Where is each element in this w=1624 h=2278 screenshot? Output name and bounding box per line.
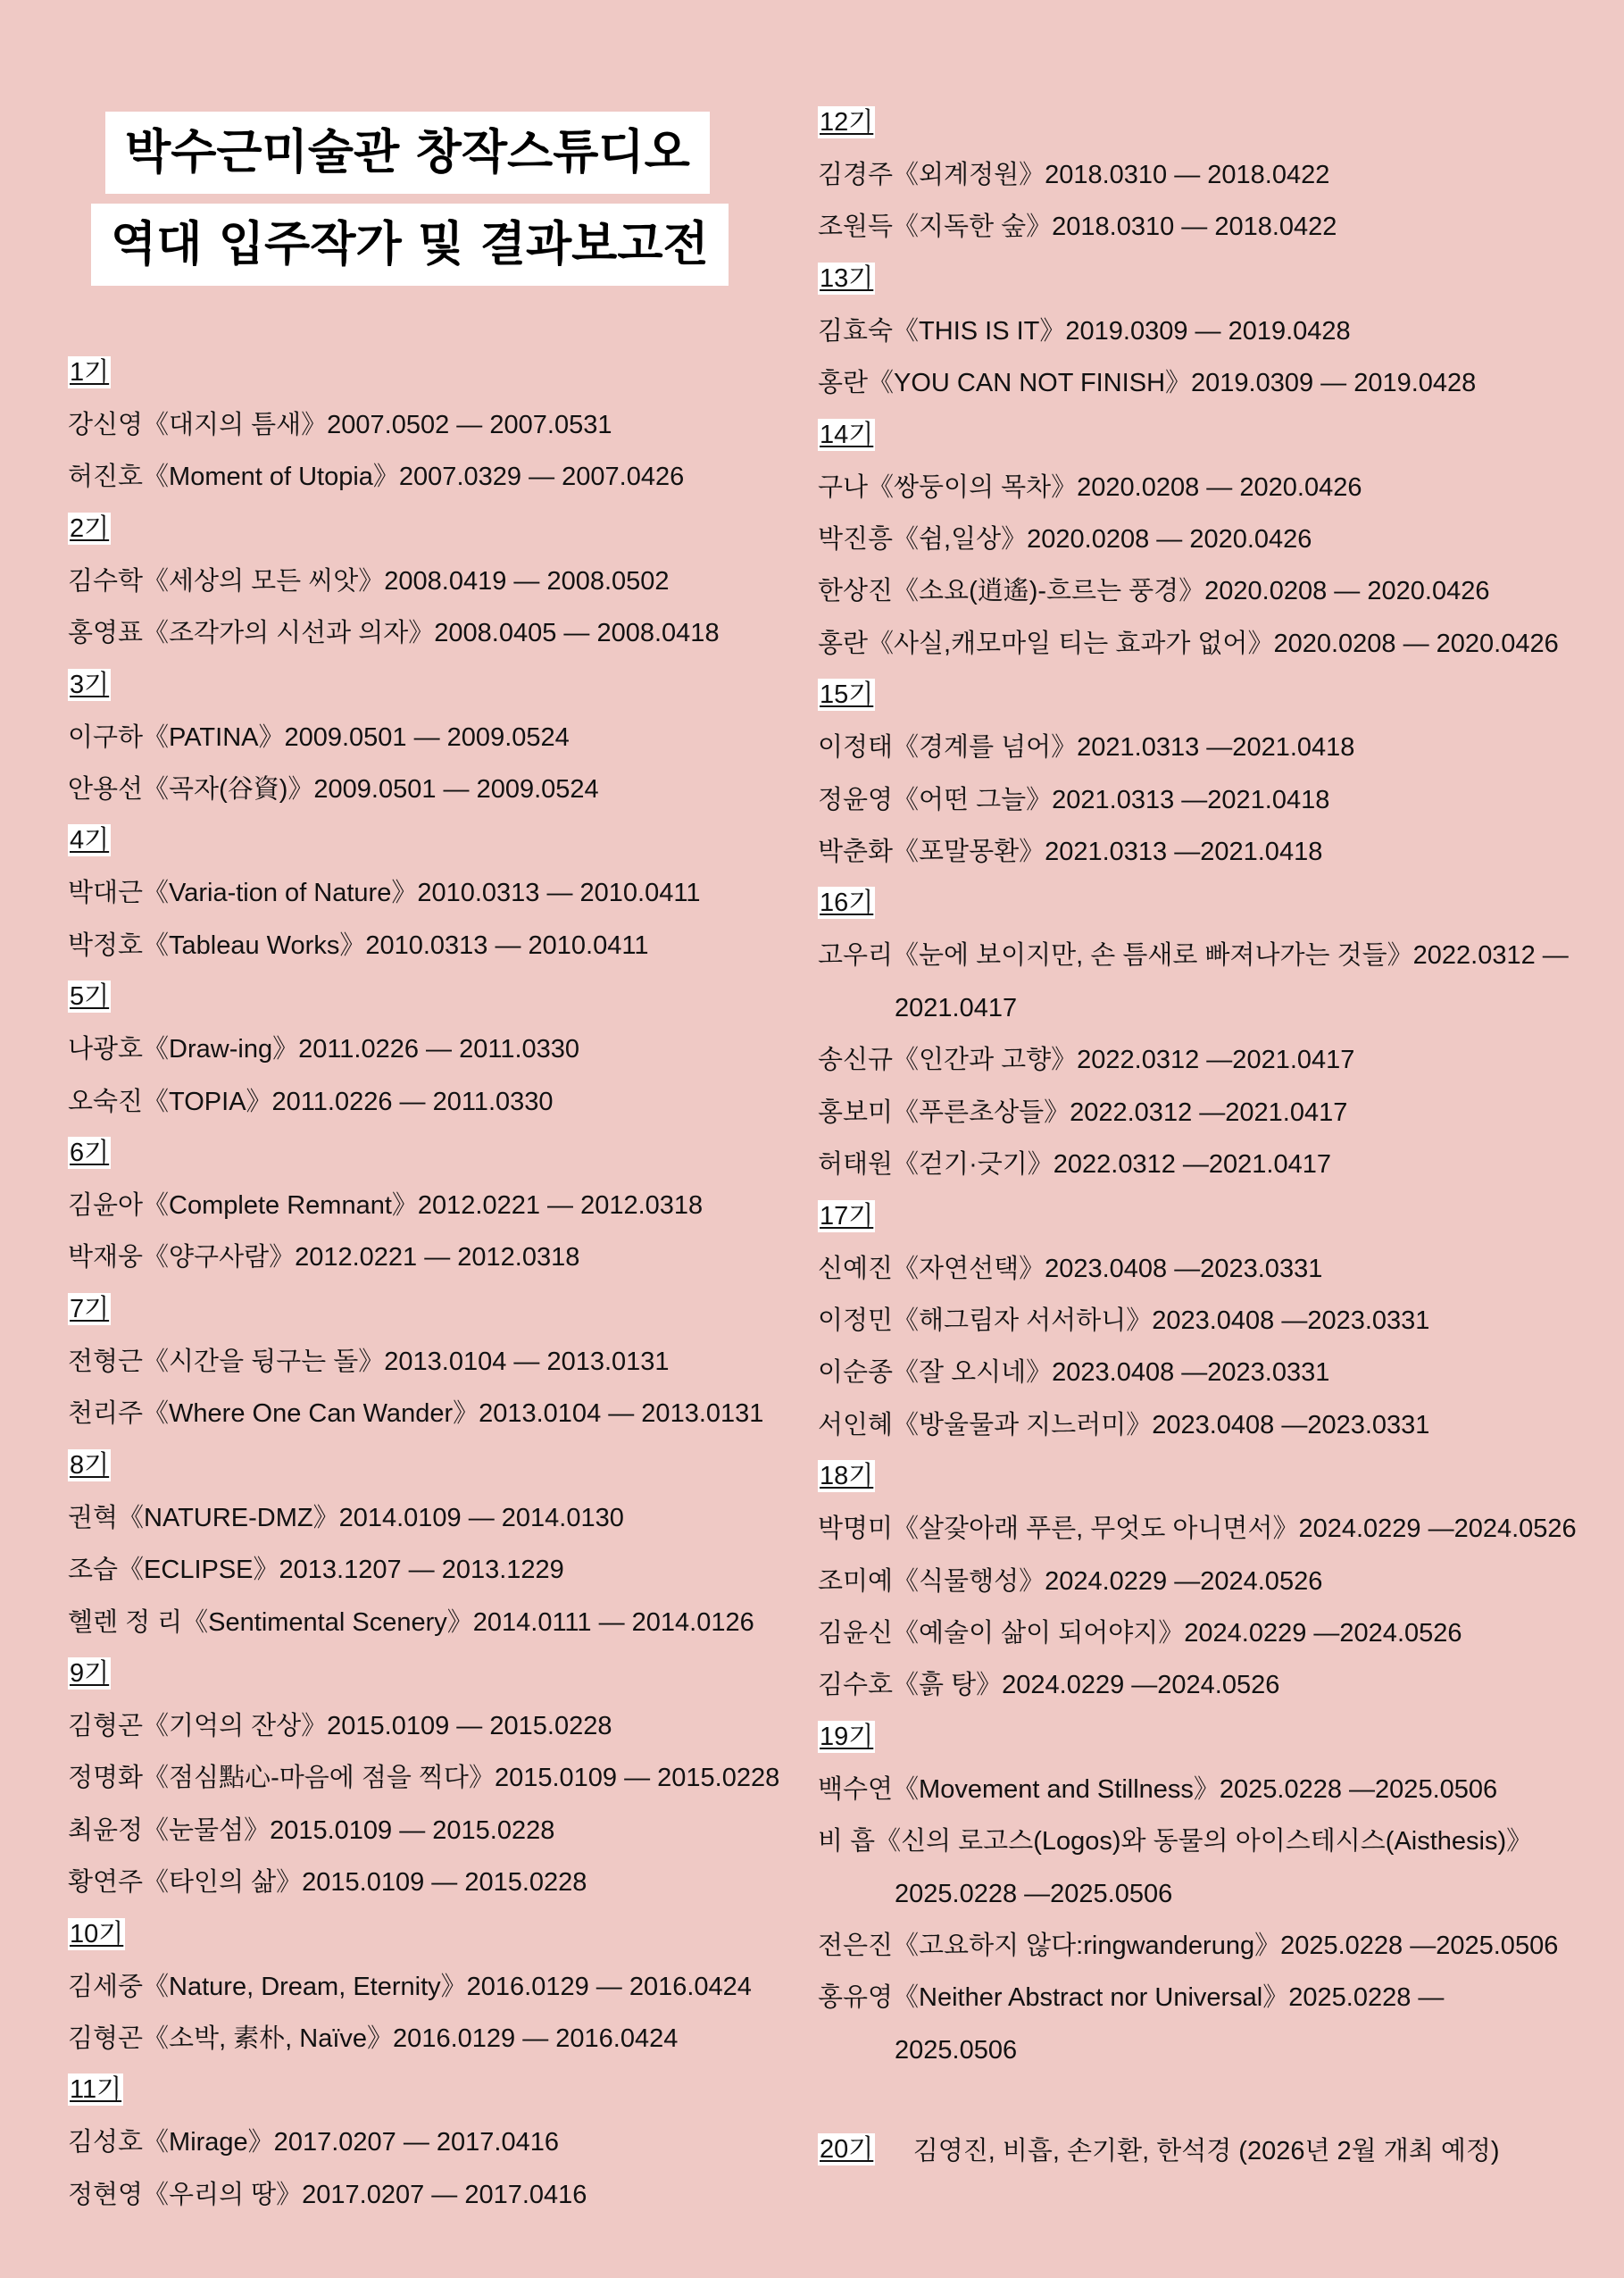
exhibition-entry-continuation: 2021.0417 [895, 993, 1018, 1022]
generation-label: 9기 [70, 1658, 110, 1688]
exhibition-entry: 나광호《Draw-ing》2011.0226 — 2011.0330 [68, 1035, 580, 1064]
generation-label: 10기 [70, 1919, 124, 1948]
generation-section [68, 1648, 800, 1909]
generation-label: 2기 [70, 513, 110, 543]
exhibition-entry: 김효숙《THIS IS IT》2019.0309 — 2019.0428 [818, 316, 1351, 346]
exhibition-entry: 오숙진《TOPIA》2011.0226 — 2011.0330 [68, 1087, 554, 1116]
generation-label: 4기 [70, 826, 110, 855]
generation-label: 13기 [820, 263, 874, 293]
generation-label: 14기 [820, 420, 874, 449]
exhibition-entry: 박명미《살갗아래 푸른, 무엇도 아니면서》2024.0229 —2024.0526 [818, 1514, 1577, 1544]
generation-section [818, 410, 1603, 671]
exhibition-entry-text: 고우리《눈에 보이지만, 손 틈새로 빠져나가는 것들》2022.0312 — [818, 941, 1569, 971]
exhibition-entry: 조습《ECLIPSE》2013.1207 — 2013.1229 [68, 1556, 564, 1585]
generation-section [818, 97, 1603, 254]
exhibition-entry: 김윤아《Complete Remnant》2012.0221 — 2012.0318 [68, 1191, 704, 1221]
generation-label: 12기 [820, 108, 874, 137]
generation-section [818, 1451, 1603, 1712]
exhibition-entry: 강신영《대지의 틈새》2007.0502 — 2007.0531 [68, 411, 612, 439]
generation-20-artists: 김영진, 비흡, 손기환, 한석경 (2026년 2월 개최 예정) [912, 2137, 1500, 2165]
exhibition-entry: 김경주《외계정원》2018.0310 — 2018.0422 [818, 161, 1330, 189]
exhibition-entry-continuation: 2025.0228 —2025.0506 [895, 1879, 1173, 1908]
exhibition-entry: 최윤정《눈물섬》2015.0109 — 2015.0228 [68, 1815, 555, 1845]
exhibition-entry: 전형근《시간을 뒹구는 돌》2013.0104 — 2013.0131 [68, 1347, 670, 1376]
exhibition-entry: 박대근《Varia-tion of Nature》2010.0313 — 2010.0411 [68, 879, 701, 908]
generation-label: 1기 [70, 358, 110, 387]
exhibition-entry: 김윤신《예술이 삶이 되어야지》2024.0229 —2024.0526 [818, 1618, 1462, 1648]
exhibition-entry: 김수호《흙 탕》2024.0229 —2024.0526 [818, 1671, 1280, 1700]
exhibition-entry: 박진흥《쉼,일상》2020.0208 — 2020.0426 [818, 525, 1312, 555]
generation-section [818, 1712, 1603, 2076]
exhibition-entry: 헬렌 정 리《Sentimental Scenery》2014.0111 — 2014.0126 [68, 1607, 754, 1637]
exhibition-entry: 백수연《Movement and Stillness》2025.0228 —2025.0506 [818, 1774, 1498, 1804]
exhibition-entry: 정현영《우리의 땅》2017.0207 — 2017.0416 [68, 2180, 587, 2209]
exhibition-entry: 전은진《고요하지 않다:ringwanderung》2025.0228 —2025.0506 [818, 1931, 1559, 1960]
generation-label: 3기 [70, 670, 110, 699]
exhibition-entry: 김수학《세상의 모든 씨앗》2008.0419 — 2008.0502 [68, 566, 670, 596]
generation-label: 19기 [820, 1722, 874, 1751]
generation-label: 15기 [820, 680, 874, 710]
exhibition-entry: 정윤영《어떤 그늘》2021.0313 —2021.0418 [818, 785, 1330, 814]
exhibition-entry [818, 930, 1603, 1034]
exhibition-entry: 이구하《PATINA》2009.0501 — 2009.0524 [68, 722, 570, 752]
right-column [818, 97, 1603, 2076]
exhibition-entry: 이정태《경계를 넘어》2021.0313 —2021.0418 [818, 733, 1355, 763]
page-title-line2: 역대 입주작가 및 결과보고전 [91, 204, 729, 286]
exhibition-entry: 김형곤《기억의 잔상》2015.0109 — 2015.0228 [68, 1711, 612, 1740]
generation-section [68, 972, 800, 1128]
generation-section [818, 878, 1603, 1190]
generation-section [68, 2065, 800, 2221]
generation-section [818, 670, 1603, 878]
exhibition-entry: 박정호《Tableau Works》2010.0313 — 2010.0411 [68, 930, 649, 960]
exhibition-entry: 이순종《잘 오시네》2023.0408 —2023.0331 [818, 1358, 1330, 1388]
left-column [68, 347, 800, 2221]
exhibition-entry: 서인혜《방울물과 지느러미》2023.0408 —2023.0331 [818, 1410, 1430, 1439]
generation-section [68, 1909, 800, 2065]
generation-label: 17기 [820, 1201, 874, 1231]
generation-label: 11기 [70, 2075, 122, 2105]
exhibition-entry: 김성호《Mirage》2017.0207 — 2017.0416 [68, 2128, 559, 2157]
generation-label: 18기 [820, 1462, 874, 1491]
generation-label: 5기 [70, 982, 110, 1012]
exhibition-entry: 구나《쌍둥이의 목차》2020.0208 — 2020.0426 [818, 472, 1362, 502]
exhibition-entry: 천리주《Where One Can Wander》2013.0104 — 2013.0131 [68, 1399, 764, 1429]
exhibition-entry: 홍란《YOU CAN NOT FINISH》2019.0309 — 2019.0428 [818, 369, 1477, 398]
exhibition-entry: 정명화《점심點心-마음에 점을 찍다》2015.0109 — 2015.0228 [68, 1764, 780, 1793]
generation-label: 20기 [820, 2134, 874, 2164]
exhibition-entry: 김세중《Nature, Dream, Eternity》2016.0129 — 2016.0424 [68, 1972, 752, 2001]
exhibition-entry: 신예진《자연선택》2023.0408 —2023.0331 [818, 1254, 1323, 1283]
exhibition-entry: 홍영표《조각가의 시선과 의자》2008.0405 — 2008.0418 [68, 619, 720, 648]
exhibition-entry: 허진호《Moment of Utopia》2007.0329 — 2007.0426 [68, 463, 685, 492]
exhibition-entry: 조미예《식물행성》2024.0229 —2024.0526 [818, 1566, 1323, 1596]
exhibition-entry: 조원득《지독한 숲》2018.0310 — 2018.0422 [818, 213, 1337, 242]
generation-20 [818, 2131, 1500, 2167]
exhibition-entry: 황연주《타인의 삶》2015.0109 — 2015.0228 [68, 1868, 587, 1898]
generation-section [68, 347, 800, 504]
generation-section [68, 1440, 800, 1648]
generation-label: 16기 [820, 889, 874, 918]
generation-section [68, 815, 800, 972]
generation-section [818, 254, 1603, 410]
exhibition-entry-continuation: 2025.0506 [895, 2035, 1018, 2065]
exhibition-entry [818, 1815, 1603, 1920]
generation-label: 8기 [70, 1450, 110, 1480]
generation-section [68, 1284, 800, 1440]
exhibition-entry: 박춘화《포말몽환》2021.0313 —2021.0418 [818, 838, 1323, 867]
exhibition-entry: 홍란《사실,캐모마일 티는 효과가 없어》2020.0208 — 2020.0426 [818, 629, 1559, 658]
exhibition-entry: 송신규《인간과 고향》2022.0312 —2021.0417 [818, 1046, 1355, 1075]
exhibition-entry: 이정민《해그림자 서서하니》2023.0408 —2023.0331 [818, 1306, 1430, 1335]
exhibition-entry: 홍보미《푸른초상들》2022.0312 —2021.0417 [818, 1097, 1348, 1127]
page-title-line1: 박수근미술관 창작스튜디오 [105, 112, 710, 194]
exhibition-entry: 허태원《걷기·긋기》2022.0312 —2021.0417 [818, 1150, 1331, 1180]
generation-section [68, 1128, 800, 1284]
exhibition-entry-text: 홍유영《Neither Abstract nor Universal》2025.0228 — [818, 1983, 1445, 2013]
generation-section [68, 504, 800, 660]
exhibition-entry-text: 비 흡《신의 로고스(Logos)와 동물의 아이스테시스(Aisthesis)》 [818, 1827, 1533, 1857]
exhibition-entry [818, 1972, 1603, 2076]
exhibition-entry: 안용선《곡자(谷資)》2009.0501 — 2009.0524 [68, 775, 599, 805]
generation-label: 6기 [70, 1139, 110, 1168]
exhibition-entry: 권혁《NATURE-DMZ》2014.0109 — 2014.0130 [68, 1503, 624, 1532]
exhibition-entry: 한상진《소요(逍遙)-흐르는 풍경》2020.0208 — 2020.0426 [818, 577, 1490, 606]
generation-label: 7기 [70, 1294, 110, 1323]
exhibition-entry: 박재웅《양구사람》2012.0221 — 2012.0318 [68, 1243, 580, 1273]
exhibition-entry: 김형곤《소박, 素朴, Naïve》2016.0129 — 2016.0424 [68, 2023, 679, 2053]
generation-section [68, 660, 800, 816]
generation-section [818, 1191, 1603, 1452]
